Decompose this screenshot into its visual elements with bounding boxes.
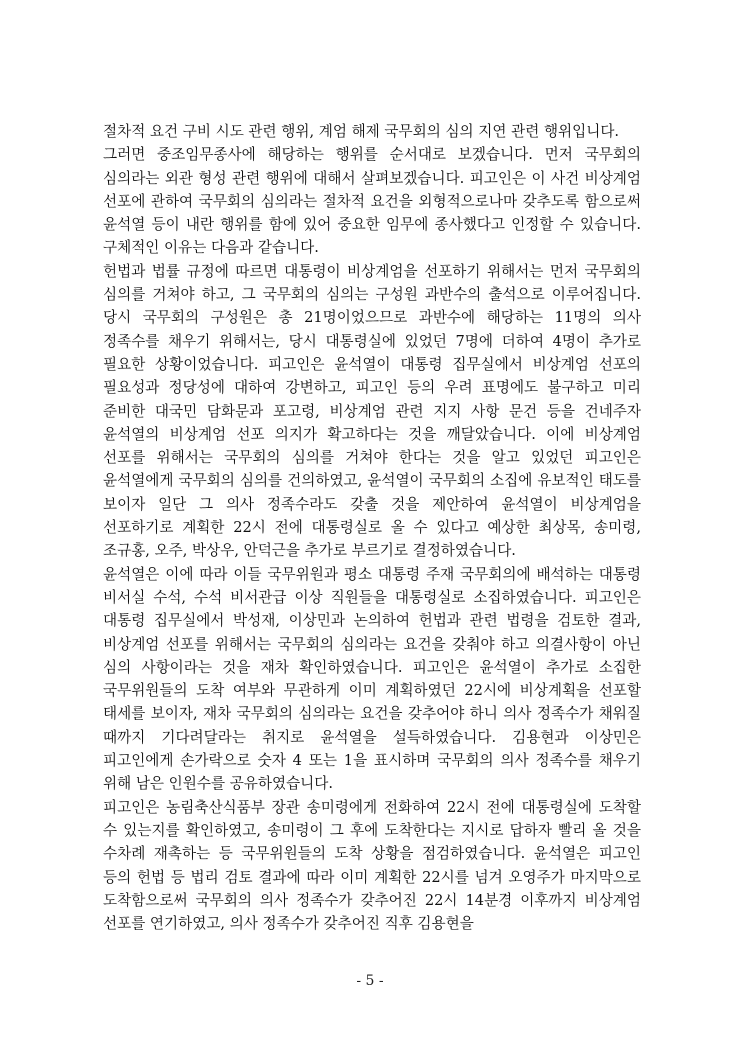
paragraph-2: 그러면 중조임무종사에 해당하는 행위를 순서대로 보겠습니다. 먼저 국무회의 심의라는 외관 형성 관련 행위에 대해서 살펴보겠습니다. 피고인은 이 사건 비상계엄 선포에 관하여 국무회의 심의라는 절차적 요건을 외형적으로나마 갖추도록 함으로써 윤석열 등이 내란 행위를 함에 있어 중요한 임무에 종사했다고 인정할 수 있습니다. 구체적인 이유는 다음과 같습니다. [103,146,641,257]
paragraph-5: 피고인은 농림축산식품부 장관 송미령에게 전화하여 22시 전에 대통령실에 도착할 수 있는지를 확인하였고, 송미령이 그 후에 도착한다는 지시로 답하자 빨리 올 것을 수차례 재촉하는 등 국무위원들의 도착 상황을 점검하였습니다. 윤석열은 피고인 등의 헌법 등 법리 검토 결과에 따라 이미 계획한 22시를 넘겨 오영주가 마지막으로 도착함으로써 국무회의 의사 정족수가 갖추어진 22시 14분경 이후까지 비상계엄 선포를 연기하였고, 의사 정족수가 갖추어진 직후 김용현을 [103,798,641,933]
paragraph-1: 절차적 요건 구비 시도 관련 행위, 계엄 해제 국무회의 심의 지연 관련 행위입니다. [103,123,620,140]
paragraph-4: 윤석열은 이에 따라 이들 국무위원과 평소 대통령 주재 국무회의에 배석하는 대통령 비서실 수석, 수석 비서관급 이상 직원들을 대통령실로 소집하였습니다. 피고인은 대통령 집무실에서 박성재, 이상민과 논의하여 헌법과 관련 법령을 검토한 결과, 비상계엄 선포를 위해서는 국무회의 심의라는 요건을 갖춰야 하고 의결사항이 아닌 심의 사항이라는 것을 재차 확인하였습니다. 피고인은 윤석열이 추가로 소집한 국무위원들의 도착 여부와 무관하게 이미 계획하였던 22시에 비상계획을 선포할 태세를 보이자, 재차 국무회의 심의라는 요건을 갖추어야 하니 의사 정족수가 채워질 때까지 기다려달라는 취지로 윤석열을 설득하였습니다. 김용현과 이상민은 피고인에게 손가락으로 숫자 4 또는 1을 표시하며 국무회의 의사 정족수를 채우기 위해 남은 인원수를 공유하였습니다. [103,565,641,793]
paragraph-3: 헌법과 법률 규정에 따르면 대통령이 비상계엄을 선포하기 위해서는 먼저 국무회의 심의를 거쳐야 하고, 그 국무회의 심의는 구성원 과반수의 출석으로 이루어집니다. 당시 국무회의 구성원은 총 21명이었으므로 과반수에 해당하는 11명의 의사 정족수를 채우기 위해서는, 당시 대통령실에 있었던 7명에 더하여 4명이 추가로 필요한 상황이었습니다. 피고인은 윤석열이 대통령 집무실에서 비상계엄 선포의 필요성과 정당성에 대하여 강변하고, 피고인 등의 우려 표명에도 불구하고 미리 준비한 대국민 담화문과 포고령, 비상계엄 관련 지지 사항 문건 등을 건네주자 윤석열의 비상계엄 선포 의지가 확고하다는 것을 깨달았습니다. 이에 비상계엄 선포를 위해서는 국무회의 심의를 거쳐야 한다는 것을 알고 있었던 피고인은 윤석열에게 국무회의 심의를 건의하였고, 윤석열이 국무회의 소집에 유보적인 태도를 보이자 일단 그 의사 정족수라도 갖출 것을 제안하여 윤석열이 비상계엄을 선포하기로 계획한 22시 전에 대통령실로 올 수 있다고 예상한 최상목, 송미령, 조규홍, 오주, 박상우, 안덕근을 추가로 부르기로 결정하였습니다. [103,262,641,560]
document-body [103,120,641,935]
page-number: - 5 - [356,973,384,989]
